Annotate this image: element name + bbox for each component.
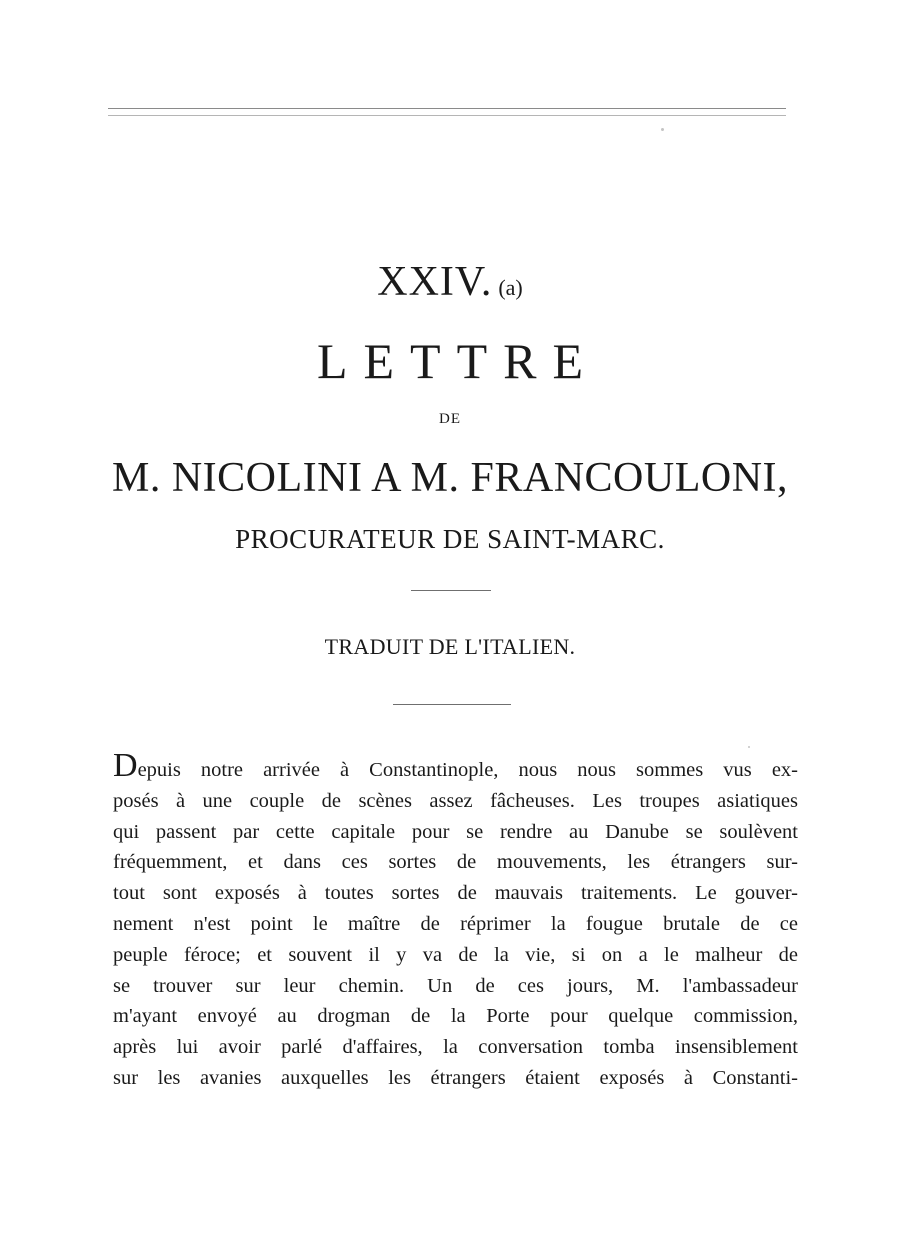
body-line: sur les avanies auxquelles les étrangers étaient exposés à Constanti- [113, 1066, 798, 1089]
body-line: nement n'est point le maître de réprimer la fougue brutale de ce [113, 912, 798, 935]
heading-de: DE [439, 411, 461, 427]
letter-body [113, 747, 798, 1094]
letter-number-roman: XXIV. [377, 259, 493, 305]
body-line: peuple féroce; et souvent il y va de la vie, si on a le malheur de [113, 943, 798, 966]
heading-translated: TRADUIT DE L'ITALIEN. [324, 634, 576, 659]
paper-speck [661, 128, 664, 131]
separator-rule [393, 704, 511, 705]
body-line: Depuis notre arrivée à Constantinople, nous nous sommes vus ex- [113, 747, 798, 784]
heading-correspondents: M. NICOLINI A M. FRANCOULONI, [111, 455, 789, 501]
letter-number [0, 258, 900, 306]
heading-recipient-title: PROCURATEUR DE SAINT-MARC. [235, 524, 665, 554]
body-line: après lui avoir parlé d'affaires, la conversation tomba insensiblement [113, 1036, 798, 1059]
body-line: fréquemment, et dans ces sortes de mouvements, les étrangers sur- [113, 851, 798, 874]
top-double-rule [108, 108, 786, 116]
separator-rule [411, 590, 491, 591]
body-line: se trouver sur leur chemin. Un de ces jours, M. l'ambassadeur [113, 974, 798, 997]
paper-speck [748, 746, 750, 748]
body-line: qui passent par cette capitale pour se rendre au Danube se soulèvent [113, 820, 798, 843]
body-line: m'ayant envoyé au drogman de la Porte pour quelque commission, [113, 1005, 798, 1028]
heading-lettre: LETTRE [316, 333, 600, 389]
footnote-marker: (a) [498, 275, 523, 300]
drop-cap: D [113, 747, 138, 784]
body-line: posés à une couple de scènes assez fâcheuses. Les troupes asiatiques [113, 789, 798, 812]
body-line: tout sont exposés à toutes sortes de mauvais traitements. Le gouver- [113, 882, 798, 905]
